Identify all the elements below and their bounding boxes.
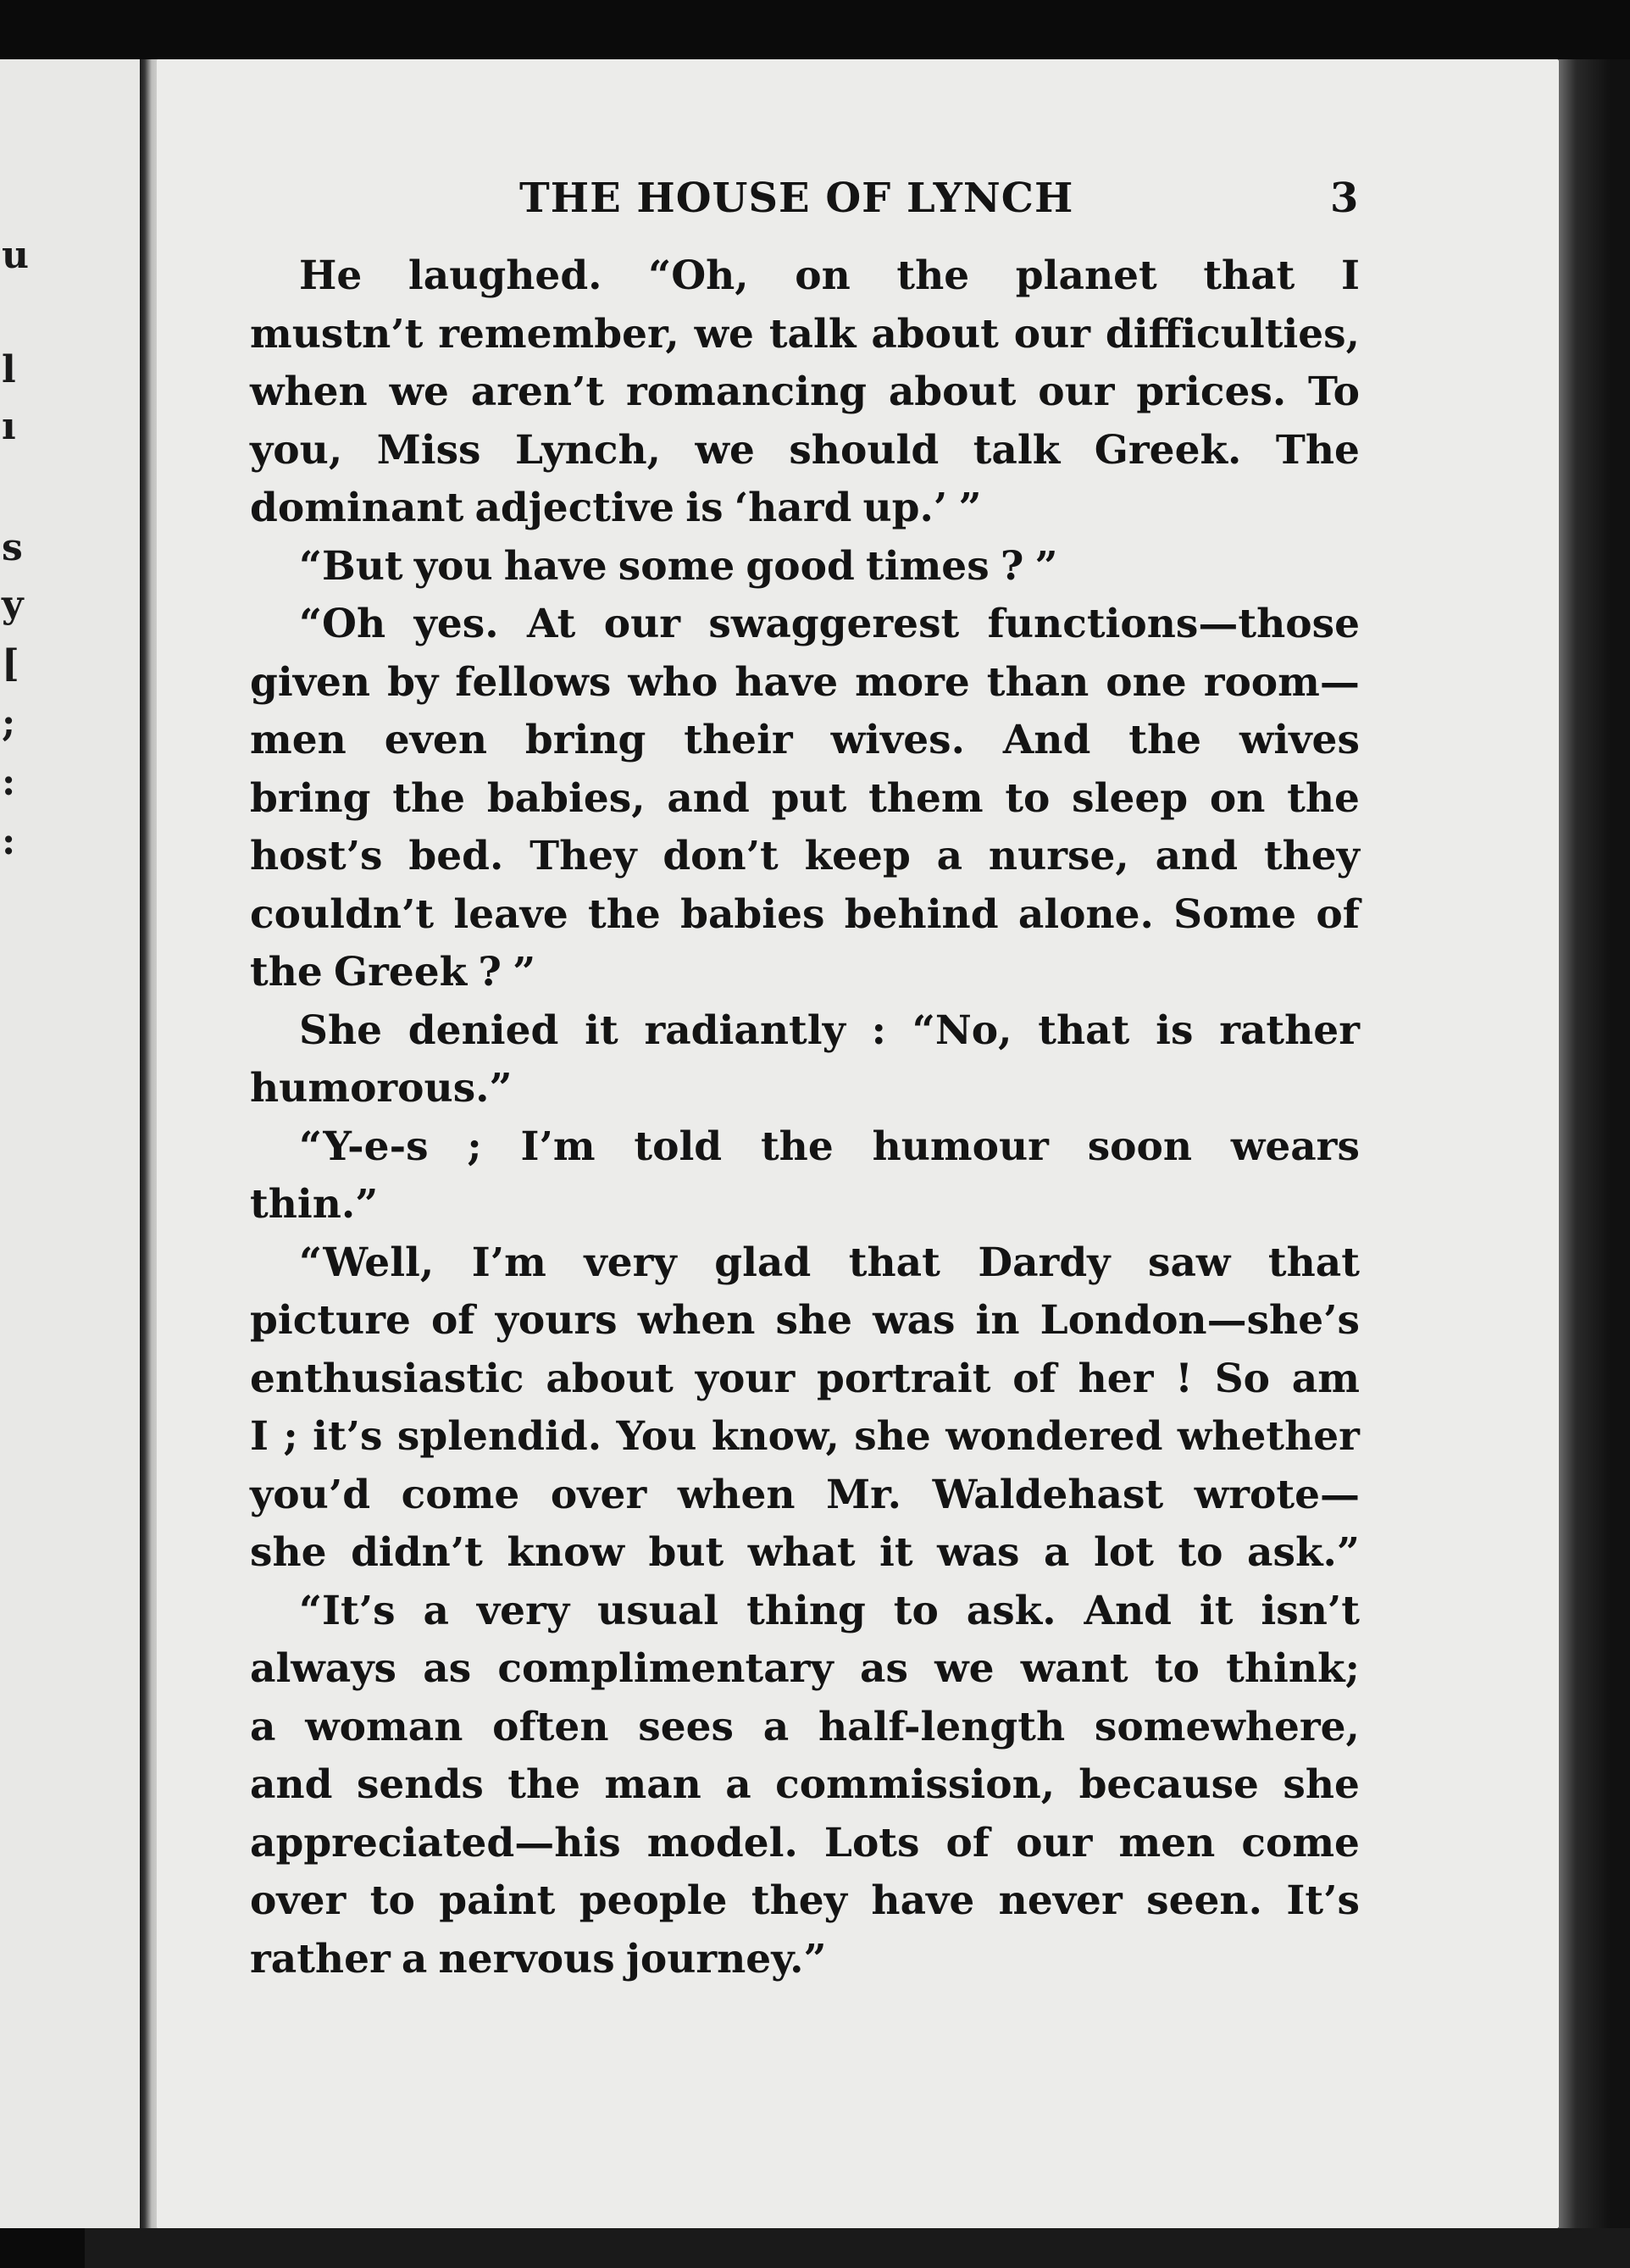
word: to [369,1877,415,1924]
word: but [648,1529,724,1576]
word: to [1154,1645,1200,1692]
word: the [392,774,466,822]
word: to [1178,1529,1223,1576]
word: I’m [520,1123,596,1170]
word: of [945,1819,990,1866]
word: very [584,1239,677,1286]
word: soon [1087,1123,1193,1170]
word: nervous [438,1935,615,1982]
body-text [250,252,1360,1994]
word: ‘hard [734,485,852,531]
word: your [695,1355,796,1402]
word: rather [250,1935,391,1982]
word: “Well, [299,1239,435,1286]
word: splendid. [396,1413,602,1460]
word: wrote— [1194,1471,1360,1518]
word: you [413,542,493,590]
word: sleep [1072,774,1189,822]
word: when [677,1471,796,1518]
word: glad [714,1239,812,1286]
word: thin.” [250,1181,379,1228]
facing-page-fragment: : [2,761,16,804]
word: “But [299,542,403,590]
word: and [667,774,750,822]
facing-page-fragment: : [2,820,16,863]
facing-page-fragment: s [2,526,23,569]
word: appreciated—his [250,1819,621,1866]
word: bring [250,774,371,822]
word: think; [1226,1645,1360,1692]
word: journey.” [625,1935,827,1982]
text-line [250,949,1360,1007]
text-line [250,601,1360,659]
word: ! [1175,1355,1193,1402]
word: the [760,1123,834,1170]
word: She [299,1006,383,1054]
word: “Y-e-s [299,1123,429,1170]
word: room— [1203,658,1360,706]
text-line [250,1065,1360,1123]
word: difficulties, [1105,310,1360,358]
word: ” [513,949,536,995]
word: whether [1177,1413,1360,1460]
word: our [1013,310,1091,358]
word: she [854,1413,931,1460]
word: yours [495,1297,618,1344]
word: she [775,1297,853,1344]
word: model. [646,1819,798,1866]
word: ” [1034,542,1058,590]
text-line [250,833,1360,891]
word: that [1203,252,1295,299]
text-line [250,1356,1360,1414]
word: it [879,1529,913,1576]
word: And [1084,1587,1172,1634]
word: men [250,717,347,763]
word: dominant [250,485,464,531]
word: a [1044,1529,1070,1576]
text-line [250,1472,1360,1530]
word: it [1199,1587,1234,1634]
word: So [1214,1355,1270,1402]
text-line [250,1123,1360,1182]
word: a [423,1587,449,1634]
word: should [789,426,940,474]
word: ; [283,1413,298,1460]
word: on [795,252,851,299]
word: remember, [438,310,679,358]
word: leave [453,890,568,938]
word: don’t [663,833,779,879]
word: paint [439,1877,556,1924]
page-edge-shadow [1559,59,1630,2262]
word: them [868,774,984,822]
word: Lynch, [514,426,661,474]
word: up.’ [862,485,948,531]
word: a [762,1703,790,1750]
word: we [694,310,754,358]
text-line [250,659,1360,718]
word: It’s [1286,1877,1360,1924]
word: ? [1000,542,1024,590]
word: Waldehast [932,1471,1164,1518]
page-number: 3 [1330,175,1359,222]
word: couldn’t [250,890,435,938]
word: about [546,1355,674,1402]
word: have [503,542,607,590]
word: Lots [823,1819,920,1866]
text-line [250,252,1360,311]
word: of [1012,1355,1056,1402]
word: ; [467,1123,482,1170]
word: when [250,369,368,415]
text-line [250,1645,1360,1704]
word: because [1078,1761,1259,1808]
word: was [873,1297,956,1344]
word: she [1283,1761,1360,1808]
word: want [1020,1645,1128,1692]
book-page [157,59,1559,2228]
facing-page-fragment: ı [2,405,16,448]
text-line [250,775,1360,834]
text-line [250,543,1360,602]
word: fellows [455,658,612,706]
word: planet [1015,252,1157,299]
word: Miss [376,426,481,474]
word: radiantly [644,1006,845,1054]
word: even [384,717,487,763]
word: it’s [313,1413,383,1460]
word: The [1275,426,1360,474]
text-line [250,485,1360,543]
word: they [1263,833,1360,879]
word: ask.” [1247,1529,1360,1576]
word: talk [768,310,857,358]
text-line [250,717,1360,775]
text-line [250,1529,1360,1588]
word: we [389,369,449,415]
word: always [250,1645,396,1692]
word: bed. [408,833,504,879]
word: You [616,1413,697,1460]
word: our [603,601,681,647]
word: their [684,717,793,763]
word: didn’t [351,1529,483,1576]
word: a [725,1761,751,1808]
word: to [1005,774,1051,822]
word: to [893,1587,939,1634]
word: alone. [1017,890,1154,938]
word: as [423,1645,472,1692]
text-line [250,1413,1360,1472]
word: told [634,1123,723,1170]
word: host’s [250,833,383,879]
word: is [1156,1006,1194,1054]
word: that [1267,1239,1360,1286]
text-line [250,1007,1360,1066]
word: come [401,1471,520,1518]
word: often [492,1703,609,1750]
word: over [550,1471,647,1518]
word: who [628,658,718,706]
word: Dardy [978,1239,1111,1286]
word: more [855,658,970,706]
text-line [250,311,1360,369]
text-line [250,369,1360,427]
word: aren’t [470,369,605,415]
text-line [250,427,1360,485]
word: of [1316,890,1360,938]
word: I [1340,252,1360,299]
text-line [250,1297,1360,1356]
word: a [250,1703,276,1750]
word: men [1118,1819,1216,1866]
word: “No, [912,1006,1012,1054]
word: saw [1148,1239,1231,1286]
word: And [1002,717,1091,763]
word: it [585,1006,618,1054]
word: prices. [1136,369,1287,415]
word: woman [305,1703,463,1750]
text-line [250,1704,1360,1762]
word: I’m [471,1239,546,1286]
word: humour [872,1123,1049,1170]
word: wondered [945,1413,1163,1460]
word: know [507,1529,624,1576]
word: man [604,1761,701,1808]
word: the [1128,717,1202,763]
word: people [579,1877,728,1924]
word: the [507,1761,581,1808]
word: mustn’t [250,310,424,358]
word: about [888,369,1017,415]
word: sees [638,1703,734,1750]
word: Mr. [826,1471,901,1518]
word: was [937,1529,1020,1576]
word: know, [711,1413,840,1460]
word: have [735,658,839,706]
word: thing [746,1587,866,1634]
word: by [387,658,439,706]
word: At [526,601,576,647]
word: and [250,1761,333,1808]
word: ? [478,949,502,995]
word: what [747,1529,856,1576]
word: wears [1230,1123,1360,1170]
text-line [250,1877,1360,1936]
word: one [1106,658,1187,706]
word: given [250,658,371,706]
word: talk [973,426,1061,474]
facing-page-fragment: [ [2,642,19,685]
bottom-edge-shadow [85,2228,1630,2268]
word: you, [250,426,343,474]
word: of [430,1297,475,1344]
facing-page-edge [0,59,140,2228]
word: we [695,426,755,474]
word: : [871,1006,887,1054]
word: He [299,252,363,299]
word: we [934,1645,995,1692]
word: the [250,949,323,995]
text-line [250,1820,1360,1878]
word: They [529,833,637,879]
word: our [1038,369,1115,415]
word: complimentary [497,1645,834,1692]
word: a [936,833,963,879]
word: am [1291,1355,1360,1402]
word: “Oh, [648,252,749,299]
word: when [637,1297,756,1344]
word: sends [356,1761,484,1808]
text-line [250,1761,1360,1820]
word: babies [680,890,825,938]
word: babies, [486,774,646,822]
word: rather [1219,1006,1360,1054]
facing-page-fragment: u [2,234,29,277]
word: a [401,1935,428,1982]
word: never [998,1877,1123,1924]
facing-page-fragment: y [2,583,24,626]
word: the [896,252,970,299]
word: commission, [775,1761,1056,1808]
word: picture [250,1297,411,1344]
word: is [685,485,724,531]
word: on [1209,774,1266,822]
text-line [250,891,1360,950]
word: ask. [966,1587,1056,1634]
text-line [250,1239,1360,1298]
word: as [859,1645,908,1692]
word: humorous.” [250,1065,513,1112]
word: behind [844,890,999,938]
word: the [1287,774,1360,822]
word: denied [408,1006,559,1054]
word: in [975,1297,1020,1344]
word: wives [1239,717,1360,763]
word: our [1016,1819,1093,1866]
word: some [618,542,735,590]
word: Some [1173,890,1297,938]
word: enthusiastic [250,1355,524,1402]
word: romancing [626,369,867,415]
word: she [250,1529,327,1576]
word: laughed. [408,252,602,299]
word: seen. [1146,1877,1262,1924]
word: wives. [830,717,965,763]
word: Greek [333,949,468,995]
word: “Oh [299,601,386,647]
word: portrait [817,1355,991,1402]
word: you’d [250,1471,371,1518]
word: adjective [474,485,675,531]
word: very [476,1587,570,1634]
word: somewhere, [1094,1703,1360,1750]
word: bring [524,717,646,763]
word: lot [1094,1529,1154,1576]
word: half-length [818,1703,1066,1750]
word: have [871,1877,975,1924]
word: come [1241,1819,1360,1866]
word: ” [958,485,982,531]
word: swaggerest [708,601,960,647]
facing-page-fragment: l [2,348,16,391]
word: Greek. [1094,426,1242,474]
word: about [871,310,999,358]
word: that [1038,1006,1130,1054]
word: that [848,1239,940,1286]
word: they [751,1877,847,1924]
text-line [250,1588,1360,1646]
word: over [250,1877,347,1924]
text-line [250,1936,1360,1994]
running-title: THE HOUSE OF LYNCH [519,175,1074,222]
word: put [771,774,847,822]
word: times [866,542,990,590]
facing-page-fragment: ; [2,701,16,745]
text-line [250,1181,1360,1239]
word: London—she’s [1040,1297,1360,1344]
word: To [1308,369,1360,415]
word: good [746,542,855,590]
word: usual [597,1587,719,1634]
word: keep [804,833,911,879]
word: yes. [413,601,499,647]
word: “It’s [299,1587,396,1634]
word: isn’t [1261,1587,1360,1634]
word: than [986,658,1089,706]
word: I [250,1413,269,1460]
word: and [1155,833,1239,879]
word: nurse, [988,833,1129,879]
word: her [1078,1355,1154,1402]
word: the [588,890,661,938]
word: functions—those [987,601,1360,647]
